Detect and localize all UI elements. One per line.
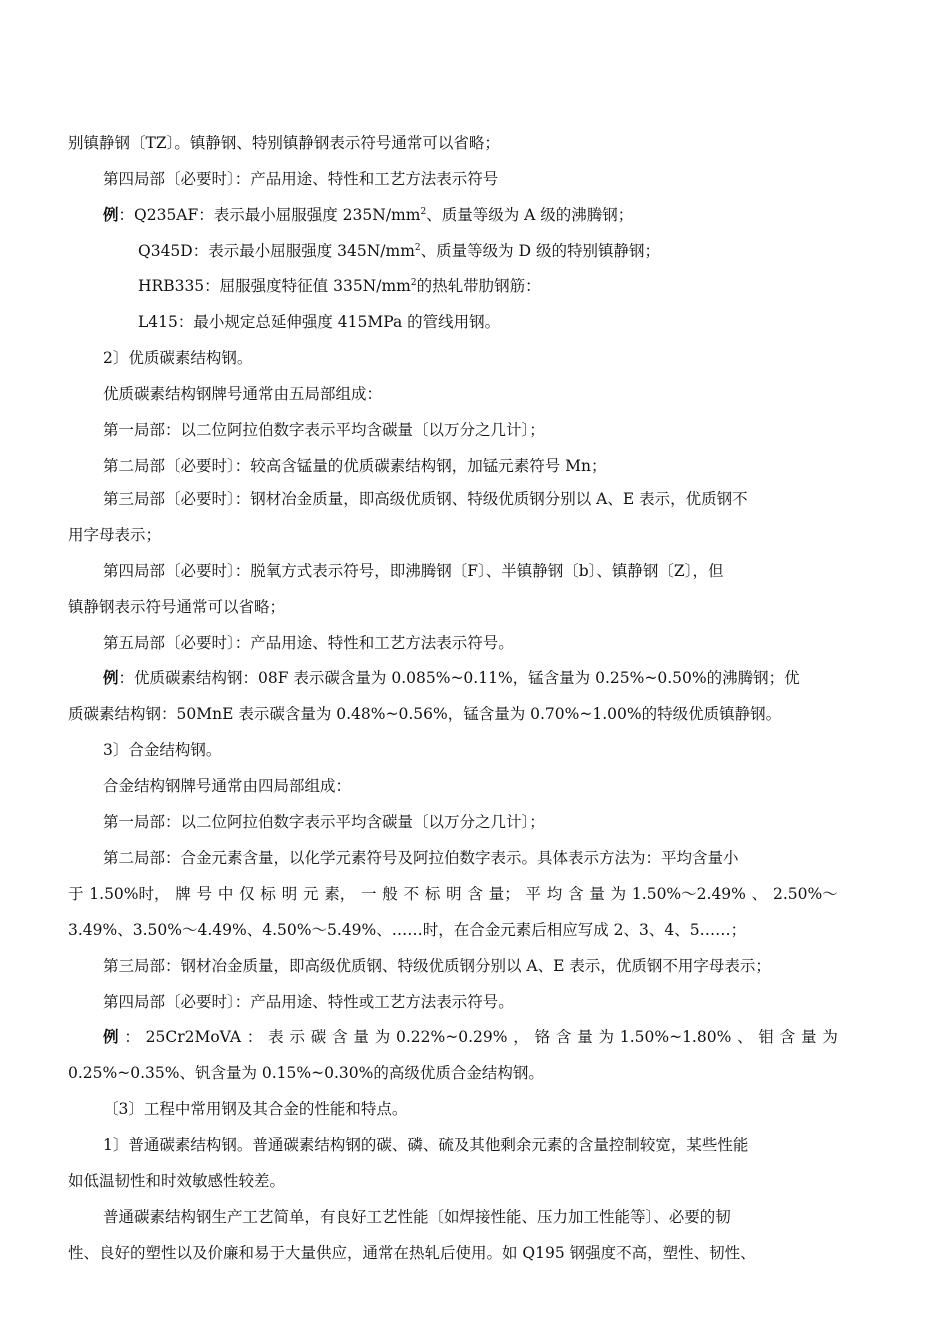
- text-line: 第二局部：合金元素含量，以化学元素符号及阿拉伯数字表示。具体表示方法为：平均含量小: [103, 849, 739, 867]
- text-segment: 中: [217, 885, 234, 903]
- section-heading: 〔3〕工程中常用钢及其合金的性能和特点。: [103, 1100, 408, 1118]
- text-line: 第三局部〔必要时〕：钢材冶金质量，即高级优质钢、特级优质钢分别以 A、E 表示，优质钢不: [103, 490, 748, 508]
- superscript: 2: [410, 277, 417, 288]
- justified-text-line: [68, 884, 838, 904]
- text-segment: 不: [403, 885, 420, 903]
- text-segment: 一: [361, 885, 377, 903]
- example-line: HRB335：屈服强度特征值 $335N/mm^2$的热轧带肋钢筋：: [138, 277, 541, 295]
- text-line: 优质碳素结构钢牌号通常由五局部组成：: [103, 385, 383, 403]
- justified-example-line: [103, 1027, 838, 1047]
- text-segment: 量: [589, 885, 605, 903]
- text-line: 别镇静钢〔TZ〕。镇静钢、特别镇静钢表示符号通常可以省略；: [68, 134, 500, 152]
- text-line: 合金结构钢牌号通常由四局部组成：: [103, 777, 352, 795]
- text-segment: 标: [424, 885, 441, 903]
- text-line: 普通碳素结构钢生产工艺简单，有良好工艺性能〔如焊接性能、压力加工性能等〕、必要的韧: [103, 1208, 731, 1226]
- text-segment: 量: [801, 1028, 817, 1046]
- text-line: 1〕普通碳素结构钢。普通碳素结构钢的碳、磷、硫及其他剩余元素的含量控制较宽，某些性能: [103, 1136, 749, 1154]
- text-segment: 25Cr2MoVA: [145, 1028, 242, 1046]
- text-segment: 钼: [758, 1028, 774, 1046]
- example-label: 例: [103, 1027, 119, 1046]
- example-line: 例：Q235AF：表示最小屈服强度 $235N/mm^2$、质量等级为 A 级的沸腾钢；: [103, 205, 634, 224]
- text-segment: 明: [446, 885, 462, 903]
- text-segment: 明: [281, 885, 298, 903]
- superscript: 2: [420, 206, 427, 217]
- text-segment: ：: [124, 1028, 140, 1046]
- text-line: 用字母表示；: [68, 526, 162, 544]
- text-line: 第三局部：钢材冶金质量，即高级优质钢、特级优质钢分别以 A、E 表示，优质钢不用字母表示；: [103, 957, 771, 975]
- example-line: Q345D：表示最小屈服强度 $345N/mm^2$、质量等级为 D 级的特别镇静钢；: [138, 242, 660, 260]
- text-segment: 为: [822, 1028, 838, 1046]
- text-segment: 牌: [175, 885, 191, 903]
- text-segment: 含: [555, 1028, 572, 1046]
- section-heading: 2〕优质碳素结构钢。: [103, 349, 253, 367]
- text-segment: 素，: [324, 885, 356, 903]
- text-segment: 为: [610, 885, 627, 903]
- text-segment: 含: [568, 885, 584, 903]
- text-line: 3.49%、3.50%～4.49%、4.50%～5.49%、……时，在合金元素后相应写成 2、3、4、5……；: [68, 921, 747, 939]
- text-segment: 示: [289, 1028, 305, 1046]
- example-line: L415：最小规定总延伸强度 415MPa 的管线用钢。: [138, 313, 501, 331]
- text-line: 质碳素结构钢：50MnE 表示碳含量为 0.48%~0.56%，锰含量为 0.70%~1.00%的特级优质镇静钢。: [68, 705, 782, 723]
- text-line: 性、良好的塑性以及价廉和易于大量供应，通常在热轧后使用。如 Q195 钢强度不高，塑性、韧性、: [68, 1244, 756, 1262]
- section-heading: 3〕合金结构钢。: [103, 741, 222, 759]
- text-line: 第一局部：以二位阿拉伯数字表示平均含碳量〔以万分之几计〕；: [103, 421, 545, 439]
- text-segment: 碳: [310, 1028, 327, 1046]
- text-line: 第四局部〔必要时〕：脱氧方式表示符号，即沸腾钢〔F〕、半镇静钢〔b〕、镇静钢〔Z〕，但: [103, 562, 724, 580]
- text-segment: 0.22%~0.29%: [396, 1028, 508, 1046]
- text-line: 如低温韧性和时效敏感性较差。: [68, 1172, 286, 1190]
- example-line: 例：优质碳素结构钢：08F 表示碳含量为 0.085%~0.11%，锰含量为 0.25%~0.50%的沸腾钢；优: [103, 668, 800, 687]
- text-segment: 标: [260, 885, 276, 903]
- text-segment: 1.50%~1.80%: [619, 1028, 732, 1046]
- text-segment: 量；: [488, 885, 520, 903]
- text-segment: 为: [374, 1028, 391, 1046]
- text-segment: 2.50%～: [772, 885, 838, 903]
- text-segment: 含: [467, 885, 483, 903]
- superscript: 2: [414, 242, 421, 253]
- text-line: 第一局部：以二位阿拉伯数字表示平均含碳量〔以万分之几计〕；: [103, 813, 545, 831]
- text-segment: 表: [268, 1028, 284, 1046]
- text-segment: 般: [382, 885, 398, 903]
- text-segment: 含: [779, 1028, 796, 1046]
- text-segment: 元: [302, 885, 319, 903]
- text-line: 第五局部〔必要时〕：产品用途、特性和工艺方法表示符号。: [103, 634, 514, 652]
- text-segment: 含: [332, 1028, 348, 1046]
- text-segment: 1.50%时，: [89, 885, 170, 903]
- text-segment: 均: [546, 885, 563, 903]
- text-segment: 铬: [534, 1028, 551, 1046]
- text-segment: ，: [513, 1028, 529, 1046]
- text-line: 第四局部〔必要时〕：产品用途、特性和工艺方法表示符号: [103, 170, 499, 188]
- text-line: 第四局部〔必要时〕：产品用途、特性或工艺方法表示符号。: [103, 993, 514, 1011]
- text-line: 0.25%~0.35%、钒含量为 0.15%~0.30%的高级优质合金结构钢。: [68, 1064, 544, 1082]
- text-segment: 号: [196, 885, 213, 903]
- text-segment: 于: [68, 885, 84, 903]
- text-segment: 1.50%～2.49%: [631, 885, 746, 903]
- example-label: 例: [103, 668, 119, 687]
- text-segment: ：: [246, 1028, 263, 1046]
- text-line: 第二局部〔必要时〕：较高含锰量的优质碳素结构钢，加锰元素符号 Mn；: [103, 457, 607, 475]
- text-segment: 、: [737, 1028, 753, 1046]
- text-segment: 仅: [239, 885, 255, 903]
- text-segment: 量: [353, 1028, 369, 1046]
- text-segment: 为: [598, 1028, 615, 1046]
- text-segment: 平: [525, 885, 542, 903]
- example-label: 例: [103, 205, 119, 224]
- text-segment: 、: [751, 885, 768, 903]
- text-segment: 量: [577, 1028, 593, 1046]
- text-line: 镇静钢表示符号通常可以省略；: [68, 598, 286, 616]
